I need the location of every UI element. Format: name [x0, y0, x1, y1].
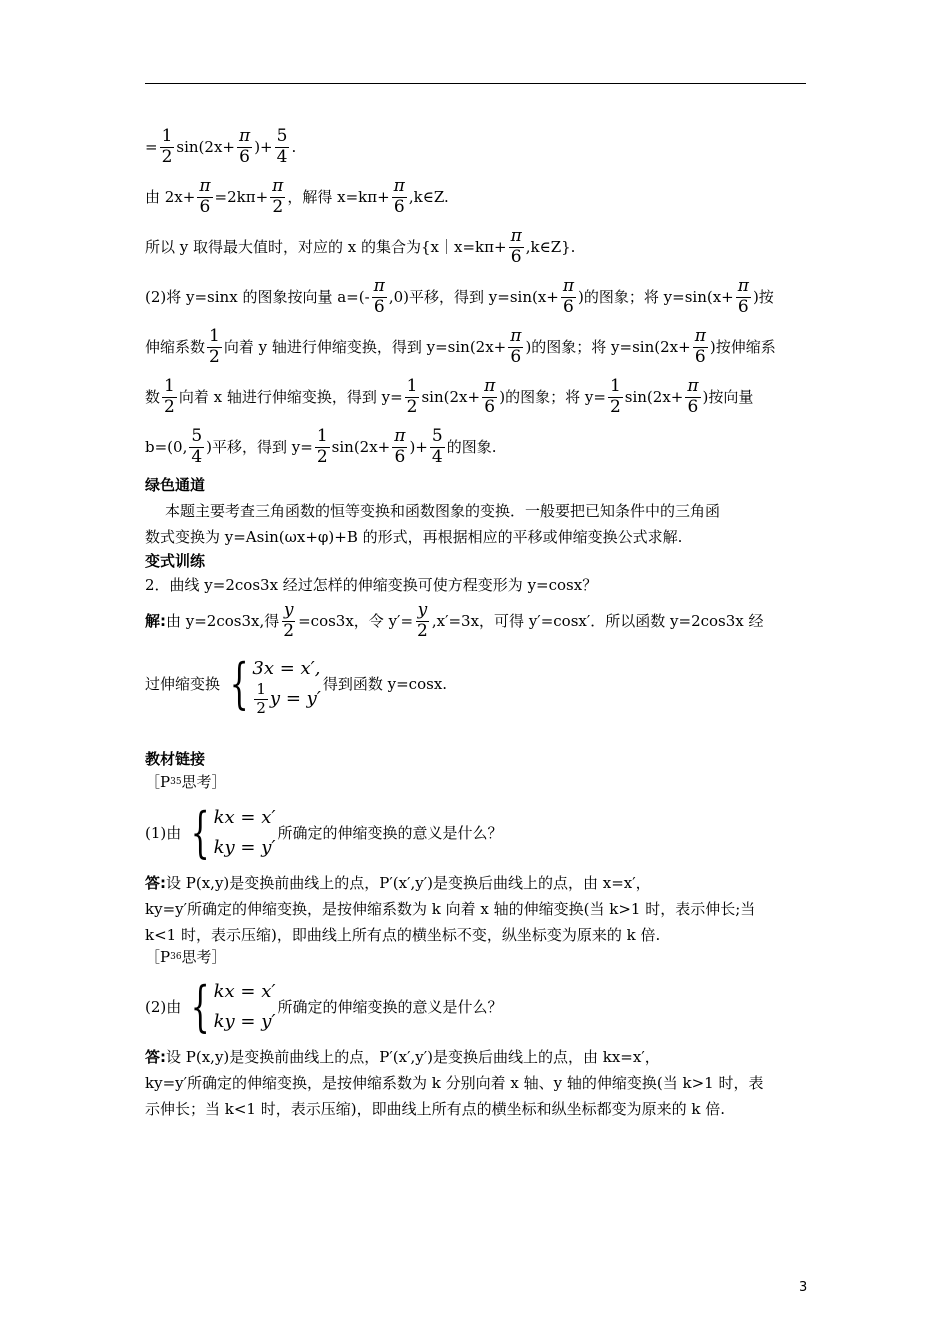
denominator: 6: [737, 296, 749, 317]
numerator: 1: [209, 326, 220, 346]
denominator: 2: [283, 620, 295, 641]
text: ,k∈Z.: [408, 188, 449, 207]
transform-line-2: [145, 328, 776, 367]
text: =2kπ+: [214, 188, 269, 207]
text: 思考］: [181, 773, 227, 791]
text: ,0)平移，得到 y=sin(x+: [388, 288, 559, 307]
question-1: [145, 803, 502, 863]
text: )平移，得到 y=: [206, 438, 313, 457]
denominator: 6: [687, 396, 699, 417]
numerator: 1: [406, 376, 418, 396]
system-row: kx = x′: [213, 981, 276, 1003]
denominator: 6: [394, 446, 406, 467]
text: ［P: [145, 773, 171, 791]
text: )按伸缩系: [709, 338, 776, 357]
fraction: [392, 178, 407, 217]
numerator: π: [373, 276, 385, 296]
fraction: [482, 378, 497, 417]
variant-training-heading: 变式训练: [145, 552, 206, 570]
page-number: 3: [799, 1280, 808, 1295]
text: )+: [254, 138, 273, 157]
numerator: 1: [161, 126, 173, 146]
text: =cos3x，令 y′=: [298, 612, 414, 631]
denominator: 2: [406, 396, 418, 417]
text: )按向量: [702, 388, 754, 407]
numerator: π: [239, 126, 251, 146]
denominator: 2: [209, 346, 220, 367]
p35-reference: [145, 773, 227, 791]
brace-icon: {: [190, 801, 210, 864]
text: 的图象.: [446, 438, 497, 457]
fraction: [415, 602, 430, 641]
denominator: 4: [276, 146, 288, 167]
numerator: 1: [316, 426, 328, 446]
solution-label: 解:: [145, 612, 166, 631]
text: 所确定的伸缩变换的意义是什么？: [277, 998, 503, 1016]
system-row: ky = y′: [213, 1011, 276, 1033]
numerator: π: [694, 326, 706, 346]
textbook-link-heading: 教材链接: [145, 750, 206, 768]
fraction: [509, 228, 524, 267]
green-channel-heading: 绿色通道: [145, 476, 206, 494]
denominator: 6: [694, 346, 706, 367]
text: ,x′=3x，可得 y′=cosx′．所以函数 y=2cos3x 经: [431, 612, 764, 631]
text: 思考］: [181, 948, 227, 966]
text: )+: [409, 438, 428, 457]
numerator: π: [510, 326, 522, 346]
answer-1-line-1: [145, 874, 651, 892]
fraction: [685, 378, 700, 417]
text: sin(2x+: [421, 388, 481, 407]
fraction: [237, 128, 252, 167]
text: 设 P(x,y)是变换前曲线上的点，P′(x′,y′)是变换后曲线上的点，由 x=x′，: [166, 874, 651, 892]
system-row: [252, 679, 321, 717]
text: 数: [145, 388, 161, 407]
answer-2-line-2: ky=y′所确定的伸缩变换，是按伸缩系数为 k 分别向着 x 轴、y 轴的伸缩变换(当 k>1 时，表: [145, 1074, 764, 1092]
fraction: [372, 278, 387, 317]
text: 向着 x 轴进行伸缩变换，得到 y=: [178, 388, 403, 407]
numerator: y: [417, 600, 428, 620]
text: .: [291, 138, 297, 157]
denominator: 6: [510, 346, 522, 367]
answer-1-line-2: ky=y′所确定的伸缩变换，是按伸缩系数为 k 向着 x 轴的伸缩变换(当 k>1 时，表示伸长;当: [145, 900, 756, 918]
denominator: 6: [199, 196, 211, 217]
text: ,k∈Z}.: [525, 238, 576, 257]
superscript: 36: [170, 951, 182, 962]
fraction: [608, 378, 623, 417]
solution-set-line: [145, 228, 575, 267]
text: )的图象；将 y=sin(2x+: [525, 338, 691, 357]
question-2b: [145, 977, 502, 1037]
numerator: 1: [609, 376, 621, 396]
numerator: π: [199, 176, 211, 196]
denominator: 6: [484, 396, 496, 417]
denominator: 2: [161, 146, 173, 167]
numerator: π: [272, 176, 284, 196]
denominator: 6: [563, 296, 574, 317]
p36-reference: [145, 948, 227, 966]
answer-label: 答:: [145, 1048, 166, 1066]
text: (2)由: [145, 998, 182, 1016]
denominator: 2: [609, 396, 621, 417]
numerator: 5: [431, 426, 443, 446]
denominator: 2: [272, 196, 284, 217]
system-rows: [214, 977, 276, 1037]
numerator: y: [283, 600, 294, 620]
text: (1)由: [145, 824, 182, 842]
denominator: 6: [373, 296, 385, 317]
denominator: 6: [510, 246, 522, 267]
denominator: 4: [191, 446, 203, 467]
text: 过伸缩变换: [145, 675, 221, 693]
numerator: π: [562, 276, 575, 296]
text: )的图象；将 y=sin(x+: [578, 288, 734, 307]
transform-line-3: [145, 378, 753, 417]
denominator: 4: [431, 446, 443, 467]
equation-line-2: [145, 178, 449, 217]
fraction: [270, 178, 285, 217]
text: )的图象；将 y=: [499, 388, 606, 407]
fraction: [281, 602, 296, 641]
text: 由 y=2cos3x,得: [166, 612, 280, 631]
numerator: π: [510, 226, 522, 246]
fraction: [736, 278, 751, 317]
numerator: π: [737, 276, 749, 296]
equation-system: [222, 652, 321, 717]
system-rows: [214, 803, 276, 863]
denominator: 2: [256, 698, 266, 717]
text: y = y′: [269, 688, 321, 710]
text: 设 P(x,y)是变换前曲线上的点，P′(x′,y′)是变换后曲线上的点，由 kx=x′，: [166, 1048, 660, 1066]
fraction: [160, 128, 175, 167]
fraction: [207, 328, 222, 367]
numerator: 5: [191, 426, 203, 446]
denominator: 2: [164, 396, 175, 417]
numerator: π: [484, 376, 496, 396]
answer-label: 答:: [145, 874, 166, 892]
text: 所以 y 取得最大值时，对应的 x 的集合为{x｜x=kπ+: [145, 238, 507, 257]
text: =: [145, 138, 158, 157]
equation-system: [183, 803, 275, 863]
denominator: 2: [316, 446, 328, 467]
numerator: 1: [164, 376, 175, 396]
text: )按: [752, 288, 774, 307]
fraction: [508, 328, 523, 367]
solution-line-1: [145, 602, 764, 641]
text: 所确定的伸缩变换的意义是什么？: [277, 824, 503, 842]
numerator: π: [687, 376, 699, 396]
system-row: ky = y′: [213, 837, 276, 859]
brace-icon: {: [229, 652, 249, 715]
fraction: [275, 128, 290, 167]
numerator: 5: [276, 126, 288, 146]
answer-2-line-1: [145, 1048, 660, 1066]
text: 得到函数 y=cosx.: [322, 675, 448, 693]
text: 伸缩系数: [145, 338, 206, 357]
system-rows: [252, 654, 321, 717]
text: 由 2x+: [145, 188, 196, 207]
text: sin(2x+: [176, 138, 235, 157]
system-row: 3x = x′,: [252, 658, 321, 680]
numerator: π: [394, 426, 406, 446]
transform-line-1: [145, 278, 774, 317]
green-channel-body-1: 本题主要考查三角函数的恒等变换和函数图象的变换．一般要把已知条件中的三角函: [165, 502, 721, 520]
green-channel-body-2: 数式变换为 y=Asin(ωx+φ)+B 的形式，再根据相应的平移或伸缩变换公式求解.: [145, 528, 683, 546]
numerator: π: [393, 176, 405, 196]
fraction: [189, 428, 204, 467]
fraction: [405, 378, 420, 417]
text: sin(2x+: [331, 438, 391, 457]
fraction: [254, 679, 268, 717]
numerator: 1: [256, 679, 266, 698]
solution-line-2: [145, 652, 448, 717]
fraction: [197, 178, 212, 217]
text: sin(2x+: [624, 388, 684, 407]
fraction: [162, 378, 177, 417]
answer-2-line-3: 示伸长；当 k<1 时，表示压缩)，即曲线上所有点的横坐标和纵坐标都变为原来的 k 倍.: [145, 1100, 725, 1118]
brace-icon: {: [190, 975, 210, 1038]
header-rule: [145, 83, 806, 84]
text: 向着 y 轴进行伸缩变换，得到 y=sin(2x+: [223, 338, 507, 357]
question-2: 2．曲线 y=2cos3x 经过怎样的伸缩变换可使方程变形为 y=cosx？: [145, 576, 598, 594]
denominator: 6: [239, 146, 250, 167]
transform-line-4: [145, 428, 496, 467]
system-row: kx = x′: [213, 807, 276, 829]
equation-system: [183, 977, 275, 1037]
text: b=(0,: [145, 438, 188, 457]
fraction: [315, 428, 330, 467]
superscript: 35: [170, 776, 182, 787]
answer-1-line-3: k<1 时，表示压缩)，即曲线上所有点的横坐标不变，纵坐标变为原来的 k 倍.: [145, 926, 661, 944]
fraction: [392, 428, 407, 467]
text: (2)将 y=sinx 的图象按向量 a=(-: [145, 288, 370, 307]
equation-line-1: [145, 128, 296, 167]
fraction: [561, 278, 576, 317]
denominator: 6: [393, 196, 405, 217]
text: ，解得 x=kπ+: [287, 188, 390, 207]
denominator: 2: [417, 620, 428, 641]
text: ［P: [145, 948, 171, 966]
fraction: [430, 428, 445, 467]
fraction: [693, 328, 708, 367]
